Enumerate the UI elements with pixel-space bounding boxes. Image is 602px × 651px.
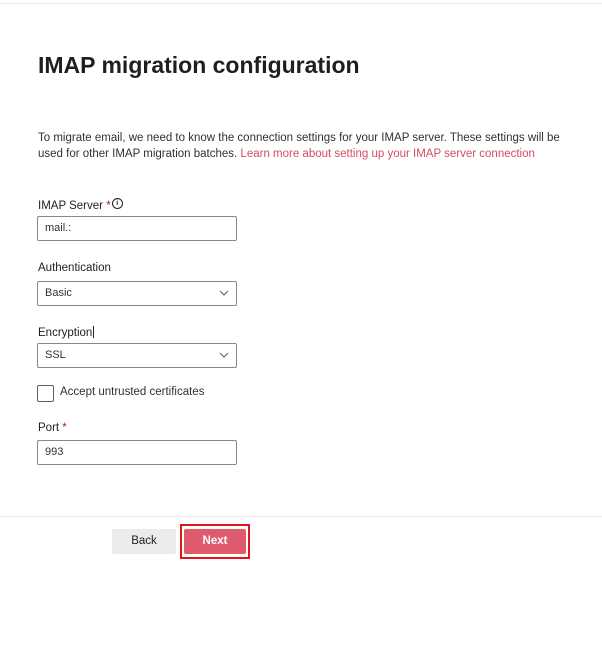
port-label (38, 422, 67, 434)
back-button[interactable]: Back (112, 529, 176, 554)
top-divider (0, 3, 602, 4)
port-label-text: Port (38, 422, 60, 434)
chevron-down-icon (219, 288, 229, 298)
encryption-value: SSL (45, 349, 66, 361)
port-value: 993 (45, 446, 64, 458)
encryption-label (38, 326, 94, 339)
authentication-label: Authentication (38, 262, 111, 274)
accept-untrusted-checkbox[interactable] (37, 385, 54, 402)
required-mark: * (62, 422, 67, 434)
port-input[interactable] (37, 440, 237, 465)
required-mark: * (106, 200, 111, 212)
imap-server-label (38, 198, 123, 212)
encryption-select[interactable] (37, 343, 237, 368)
authentication-value: Basic (45, 287, 72, 299)
learn-more-link[interactable]: Learn more about setting up your IMAP server connection (240, 148, 535, 160)
next-button[interactable]: Next (184, 529, 246, 554)
imap-server-label-text: IMAP Server (38, 200, 103, 212)
imap-server-value: mail.: (45, 222, 72, 234)
description-text: To migrate email, we need to know the connection settings for your IMAP server. These settings will be used for other IMAP migration batches. (38, 132, 560, 160)
imap-server-input[interactable] (37, 216, 237, 241)
authentication-select[interactable] (37, 281, 237, 306)
info-icon[interactable]: i (112, 198, 123, 209)
footer-divider (0, 516, 602, 517)
page-description (38, 130, 578, 162)
text-cursor (93, 326, 94, 338)
page-title: IMAP migration configuration (38, 52, 360, 78)
accept-untrusted-label: Accept untrusted certificates (60, 386, 205, 398)
encryption-label-text: Encryption (38, 327, 93, 339)
chevron-down-icon (219, 350, 229, 360)
